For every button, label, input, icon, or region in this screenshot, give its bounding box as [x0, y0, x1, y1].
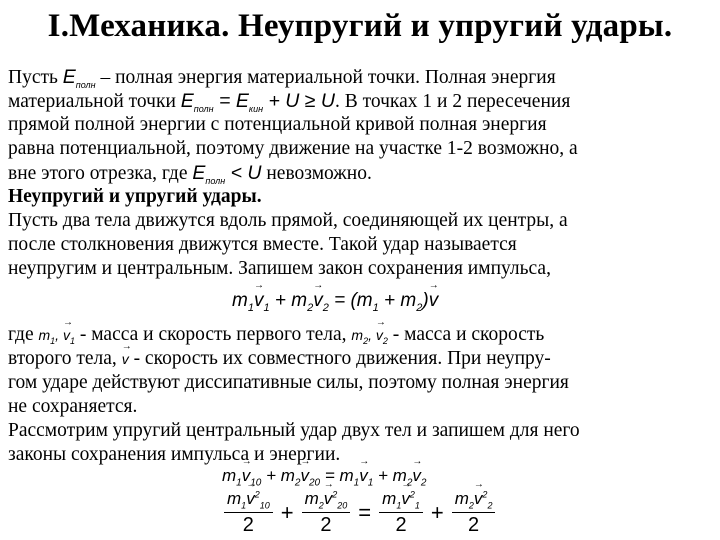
para1-line3: прямой полной энергии с потенциальной кривой полная энергия	[8, 114, 547, 135]
formula-e-poln: $E_{полн}$	[62, 66, 96, 90]
para3-line2: второго тела, → v - скорость их совместного движения. При неупру-	[8, 348, 551, 370]
formula-e-less-u: $E_{полн} < U$	[192, 162, 262, 186]
formula-energy-inequality: $E_{полн} = E_{кин} + U \ge U$	[180, 90, 335, 114]
formula-m1-v1: $m_1$, → $v_1$	[38, 327, 74, 343]
para1-line4: равна потенциальной, поэтому движение на участке 1-2 возможно, а	[8, 138, 578, 159]
section-heading: Неупругий и упругий удары.	[8, 186, 262, 207]
para4-line1: Рассмотрим упругий центральный удар двух тел и запишем для него	[8, 420, 580, 441]
para2-line3: неупругим и центральным. Запишем закон сохранения импульса,	[8, 258, 551, 279]
equation-inelastic-momentum: $m_1\to v_1 + m_2\to v_2 = (m_1 + m_2)\to v$	[232, 290, 438, 314]
formula-v: → v	[122, 351, 129, 367]
para3-line4: не сохраняется.	[8, 396, 138, 417]
para2-line1: Пусть два тела движутся вдоль прямой, соединяющей их центры, а	[8, 210, 568, 231]
formula-m2-v2: $m_2$, → $v_2$	[351, 327, 387, 343]
para1-line1: Пусть $E_{полн}$ – полная энергия материальной точки. Полная энергия	[8, 66, 556, 90]
equation-elastic-momentum: $m_1\to v_{10} + m_2\to v_{20} = m_1\to v_1 + m_2\to v_2$	[222, 466, 426, 488]
para3-line3: гом ударе действуют диссипативные силы, поэтому полная энергия	[8, 372, 569, 393]
para1-line5: вне этого отрезка, где $E_{полн} < U$ невозможно.	[8, 162, 372, 186]
slide-title: I.Механика. Неупругий и упругий удары.	[47, 8, 673, 44]
para2-line2: после столкновения движутся вместе. Такой удар называется	[8, 234, 517, 255]
para1-line2: материальной точки $E_{полн} = E_{кин} + U \ge U$. В точках 1 и 2 пересечения	[8, 90, 571, 114]
equation-elastic-energy: $\frac{m_1\to v^2_{10}}{2}$ + $\frac{m_2\to v^2_{20}}{2}$ = $\frac{m_1\to v^2_1}{2}$ + $\frac{m_2\to v^2_2}{2}$	[222, 489, 497, 537]
para4-line2: законы сохранения импульса и энергии.	[8, 444, 341, 465]
para3-line1: где $m_1$, → $v_1$ - масса и скорость первого тела, $m_2$, → $v_2$ - масса и скорость	[8, 324, 544, 346]
